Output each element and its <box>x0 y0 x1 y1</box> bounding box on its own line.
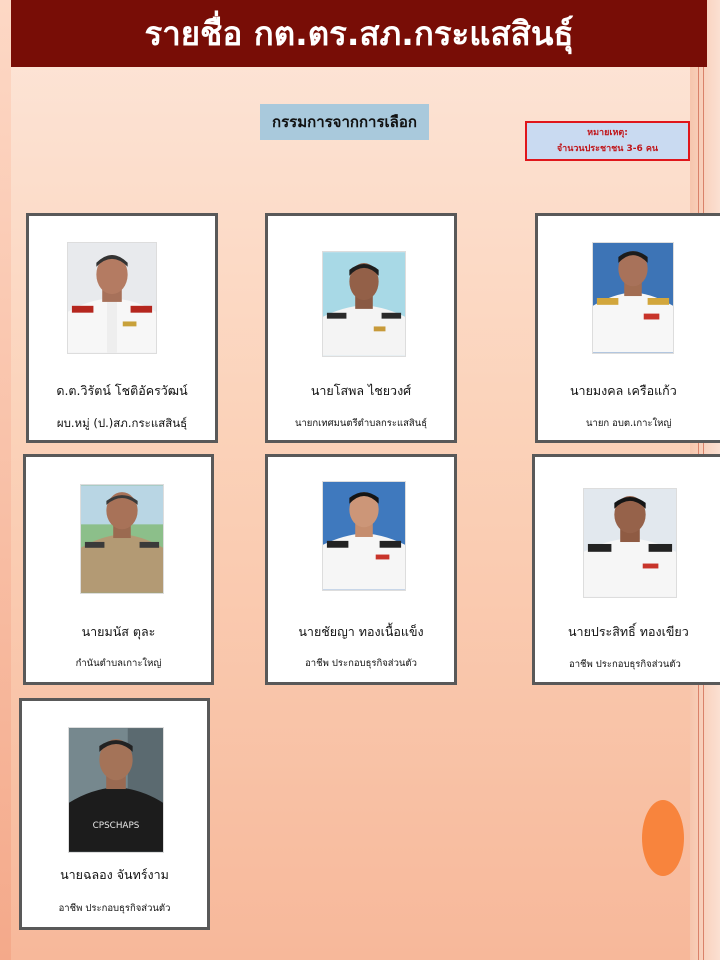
member-card <box>532 454 720 685</box>
portrait-icon <box>81 485 163 593</box>
page-title: รายชื่อ กต.ตร.สภ.กระแสสินธุ์ <box>11 0 707 67</box>
member-card <box>265 213 457 443</box>
member-card <box>19 698 210 930</box>
member-position: นายก อบต.เกาะใหญ่ <box>586 418 672 429</box>
member-position: อาชีพ ประกอบธุรกิจส่วนตัว <box>569 659 681 670</box>
member-name: นายประสิทธิ์ ทองเขียว <box>568 624 689 639</box>
official-white-uniform-portrait-photo <box>322 481 406 591</box>
member-position: นายกเทศมนตรีตำบลกระแสสินธุ์ <box>294 418 428 429</box>
casual-shirt-portrait-photo <box>68 727 164 853</box>
official-white-uniform-portrait-photo <box>322 251 406 357</box>
official-white-uniform-portrait-photo <box>583 488 677 598</box>
portrait-icon <box>323 482 405 590</box>
member-name: นายโสพล ไชยวงศ์ <box>310 383 412 398</box>
shirt-text: CPSCHAPS <box>92 821 140 832</box>
note-box <box>525 121 690 161</box>
portrait-icon <box>323 252 405 356</box>
portrait-icon <box>69 728 163 852</box>
member-card <box>26 213 218 443</box>
member-name: ด.ต.วิรัตน์ โชติอัครวัฒน์ <box>56 383 188 398</box>
member-card <box>535 213 720 443</box>
member-position: กำนันตำบลเกาะใหญ่ <box>75 658 162 669</box>
portrait-icon <box>593 243 673 353</box>
note-text: จำนวนประชาชน 3-6 คน <box>556 144 659 154</box>
member-position: อาชีพ ประกอบธุรกิจส่วนตัว <box>58 903 171 914</box>
member-card <box>23 454 214 685</box>
section-subtitle: กรรมการจากการเลือก <box>260 104 429 140</box>
official-white-uniform-portrait-photo <box>592 242 674 354</box>
decorative-orange-oval <box>642 800 684 876</box>
portrait-icon <box>584 489 676 597</box>
left-decorative-rail <box>0 0 11 960</box>
official-khaki-uniform-portrait-photo <box>80 484 164 594</box>
portrait-icon <box>68 243 156 353</box>
officer-white-uniform-portrait-photo <box>67 242 157 354</box>
member-position: อาชีพ ประกอบธุรกิจส่วนตัว <box>305 658 417 669</box>
member-name: นายชัยญา ทองเนื้อแข็ง <box>298 624 424 639</box>
member-name: นายฉลอง จันทร์งาม <box>60 867 169 882</box>
member-position: ผบ.หมู่ (ป.)สภ.กระแสสินธุ์ <box>56 416 188 430</box>
member-name: นายมนัส ตุละ <box>81 624 156 639</box>
note-heading: หมายเหตุ: <box>587 128 628 138</box>
member-card <box>265 454 457 685</box>
member-name: นายมงคล เครือแก้ว <box>570 383 677 398</box>
